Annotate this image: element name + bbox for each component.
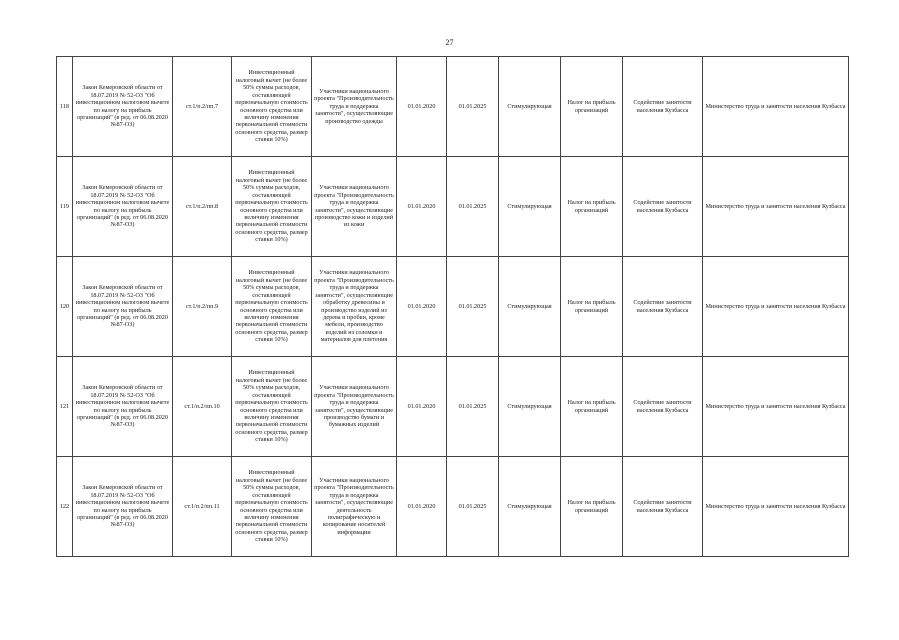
participants: Участники национального проекта "Производительность труда и поддержка занятости", осуществляющие производство бумаги и бумажных изделий [312, 357, 397, 457]
law-reference: Закон Кемеровской области от 18.07.2019 № 52-ОЗ "Об инвестиционном налоговом вычете по налогу на прибыль организаций" (в ред. от 06.08.2020 №87-ОЗ) [73, 457, 173, 557]
law-reference: Закон Кемеровской области от 18.07.2019 № 52-ОЗ "Об инвестиционном налоговом вычете по налогу на прибыль организаций" (в ред. от 06.08.2020 №87-ОЗ) [73, 357, 173, 457]
ministry-name: Министерство труда и занятости населения Кузбасса [703, 157, 849, 257]
date-start: 01.01.2020 [397, 357, 447, 457]
deduction-description: Инвестиционный налоговый вычет (не более 50% суммы расходов, составляющей первоначальную стоимость основного средства или величину изменения первоначальной стоимости основного средства, размер ставки 10%) [232, 457, 312, 557]
program-name: Содействие занятости населения Кузбасса [623, 257, 703, 357]
deduction-description: Инвестиционный налоговый вычет (не более 50% суммы расходов, составляющей первоначальную стоимость основного средства или величину изменения первоначальной стоимости основного средства, размер ставки 10%) [232, 57, 312, 157]
program-name: Содействие занятости населения Кузбасса [623, 157, 703, 257]
program-name: Содействие занятости населения Кузбасса [623, 357, 703, 457]
article-reference: ст.1/п.2/пп.11 [173, 457, 232, 557]
tax-name: Налог на прибыль организаций [561, 357, 623, 457]
date-start: 01.01.2020 [397, 457, 447, 557]
law-reference: Закон Кемеровской области от 18.07.2019 № 52-ОЗ "Об инвестиционном налоговом вычете по налогу на прибыль организаций" (в ред. от 06.08.2020 №87-ОЗ) [73, 257, 173, 357]
table-row [57, 57, 849, 157]
date-start: 01.01.2020 [397, 157, 447, 257]
date-start: 01.01.2020 [397, 257, 447, 357]
benefit-type: Стимулирующая [499, 157, 561, 257]
date-end: 01.01.2025 [447, 457, 499, 557]
article-reference: ст.1/п.2/пп.8 [173, 157, 232, 257]
date-end: 01.01.2025 [447, 157, 499, 257]
table-row [57, 257, 849, 357]
benefit-type: Стимулирующая [499, 457, 561, 557]
tax-name: Налог на прибыль организаций [561, 57, 623, 157]
program-name: Содействие занятости населения Кузбасса [623, 457, 703, 557]
ministry-name: Министерство труда и занятости населения Кузбасса [703, 57, 849, 157]
law-reference: Закон Кемеровской области от 18.07.2019 № 52-ОЗ "Об инвестиционном налоговом вычете по налогу на прибыль организаций" (в ред. от 06.08.2020 №87-ОЗ) [73, 157, 173, 257]
deduction-description: Инвестиционный налоговый вычет (не более 50% суммы расходов, составляющей первоначальную стоимость основного средства или величину изменения первоначальной стоимости основного средства, размер ставки 10%) [232, 157, 312, 257]
tax-name: Налог на прибыль организаций [561, 157, 623, 257]
tax-benefits-table [56, 56, 849, 557]
participants: Участники национального проекта "Производительность труда и поддержка занятости", осуществляющие производство одежды [312, 57, 397, 157]
deduction-description: Инвестиционный налоговый вычет (не более 50% суммы расходов, составляющей первоначальную стоимость основного средства или величину изменения первоначальной стоимости основного средства, размер ставки 10%) [232, 357, 312, 457]
participants: Участники национального проекта "Производительность труда и поддержка занятости", осуществляющие производство кожи и изделий из кожи [312, 157, 397, 257]
tax-name: Налог на прибыль организаций [561, 257, 623, 357]
table-row [57, 457, 849, 557]
table-row [57, 357, 849, 457]
row-number: 121 [57, 357, 73, 457]
participants: Участники национального проекта "Производительность труда и поддержка занятости", осуществляющие деятельность полиграфическую и копирование носителей информации [312, 457, 397, 557]
deduction-description: Инвестиционный налоговый вычет (не более 50% суммы расходов, составляющей первоначальную стоимость основного средства или величину изменения первоначальной стоимости основного средства, размер ставки 10%) [232, 257, 312, 357]
date-end: 01.01.2025 [447, 257, 499, 357]
date-end: 01.01.2025 [447, 57, 499, 157]
ministry-name: Министерство труда и занятости населения Кузбасса [703, 457, 849, 557]
table-row [57, 157, 849, 257]
ministry-name: Министерство труда и занятости населения Кузбасса [703, 257, 849, 357]
participants: Участники национального проекта "Производительность труда и поддержка занятости", осуществляющие обработку древесины и производство изделий из дерева и пробки, кроме мебели, производство изделий из соломки и материалов для плетения [312, 257, 397, 357]
tax-name: Налог на прибыль организаций [561, 457, 623, 557]
article-reference: ст.1/п.2/пп.7 [173, 57, 232, 157]
article-reference: ст.1/п.2/пп.10 [173, 357, 232, 457]
benefit-type: Стимулирующая [499, 357, 561, 457]
date-start: 01.01.2020 [397, 57, 447, 157]
row-number: 118 [57, 57, 73, 157]
law-reference: Закон Кемеровской области от 18.07.2019 № 52-ОЗ "Об инвестиционном налоговом вычете по налогу на прибыль организаций" (в ред. от 06.08.2020 №87-ОЗ) [73, 57, 173, 157]
article-reference: ст.1/п.2/пп.9 [173, 257, 232, 357]
row-number: 122 [57, 457, 73, 557]
program-name: Содействие занятости населения Кузбасса [623, 57, 703, 157]
ministry-name: Министерство труда и занятости населения Кузбасса [703, 357, 849, 457]
benefit-type: Стимулирующая [499, 57, 561, 157]
row-number: 120 [57, 257, 73, 357]
benefit-type: Стимулирующая [499, 257, 561, 357]
page-number: 27 [445, 38, 454, 47]
row-number: 119 [57, 157, 73, 257]
date-end: 01.01.2025 [447, 357, 499, 457]
